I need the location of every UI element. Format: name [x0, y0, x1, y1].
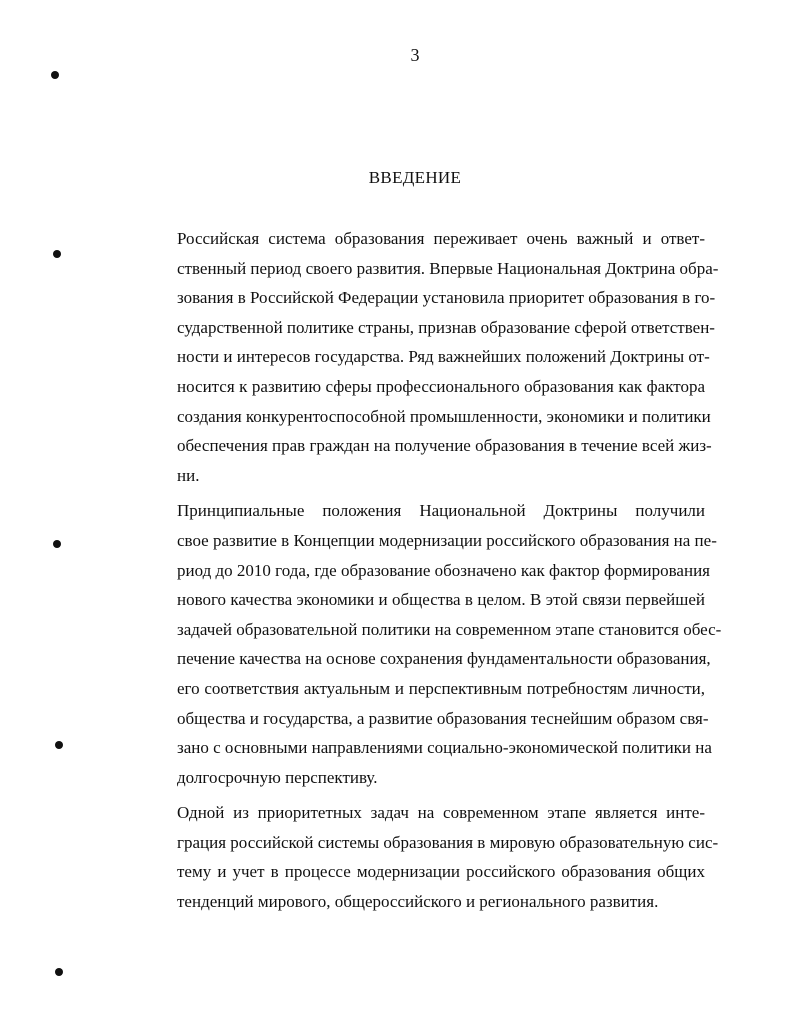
text-line: свое развитие в Концепции модернизации российского образования на пе-	[177, 530, 717, 550]
page-number: 3	[410, 45, 420, 65]
text-line: создания конкурентоспособной промышленности, экономики и политики	[177, 406, 711, 426]
text-line: общества и государства, а развитие образования теснейшим образом свя-	[177, 708, 709, 728]
binding-hole-mark	[55, 741, 63, 749]
text-line: носится к развитию сферы профессионального образования как фактора	[177, 376, 705, 396]
paragraph-1	[133, 224, 719, 490]
text-line: задачей образовательной политики на современном этапе становится обес-	[177, 619, 722, 639]
text-line: тему и учет в процессе модернизации российского образования общих	[177, 862, 705, 882]
text-line: долгосрочную перспективу.	[177, 767, 378, 787]
text-line: Принципиальные положения Национальной Доктрины получили	[177, 501, 705, 521]
binding-hole-mark	[53, 250, 61, 258]
text-line: Одной из приоритетных задач на современном этапе является инте-	[177, 803, 705, 823]
binding-hole-mark	[53, 540, 61, 548]
text-line: его соответствия актуальным и перспективным потребностям личности,	[177, 678, 705, 698]
binding-hole-mark	[51, 71, 59, 79]
text-line: ности и интересов государства. Ряд важнейших положений Доктрины от-	[177, 347, 710, 367]
paragraph-2	[133, 496, 722, 792]
text-line: ственный период своего развития. Впервые Национальная Доктрина обра-	[177, 258, 719, 278]
text-line: риод до 2010 года, где образование обозначено как фактор формирования	[177, 560, 710, 580]
text-line: обеспечения прав граждан на получение образования в течение всей жиз-	[177, 436, 712, 456]
text-line: нового качества экономики и общества в целом. В этой связи первейшей	[177, 590, 705, 610]
text-line: грация российской системы образования в мировую образовательную сис-	[177, 832, 719, 852]
text-line: зано с основными направлениями социально-экономической политики на	[177, 738, 712, 758]
text-line: зования в Российской Федерации установила приоритет образования в го-	[177, 288, 716, 308]
text-line: печение качества на основе сохранения фундаментальности образования,	[177, 649, 711, 669]
text-line: сударственной политике страны, признав образование сферой ответствен-	[177, 317, 715, 337]
text-line: Российская система образования переживает очень важный и ответ-	[177, 229, 705, 248]
text-line: ни.	[177, 465, 200, 485]
paragraph-3	[133, 798, 719, 916]
body-text	[133, 224, 722, 917]
section-heading: ВВЕДЕНИЕ	[368, 168, 462, 187]
binding-hole-mark	[55, 968, 63, 976]
text-line: тенденций мирового, общероссийского и регионального развития.	[177, 892, 659, 912]
